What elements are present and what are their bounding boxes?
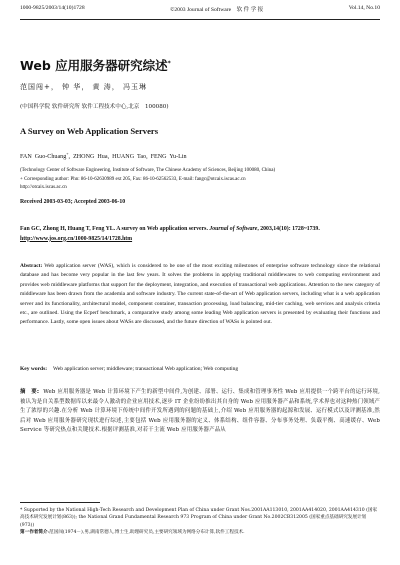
- footnotes: [20, 507, 380, 536]
- author-bio-text: :范国闯(1974－),男,湖南常德人,博士生,助理研究员,主要研究领域为网络分布计算,软件工程技术.: [47, 529, 245, 535]
- corresponding-mark: +: [66, 151, 69, 156]
- citation-block: [20, 225, 380, 244]
- keywords-label: Key words:: [20, 366, 48, 372]
- header-volume: Vol.14, No.10: [348, 5, 380, 11]
- citation-journal: Journal of Software: [209, 226, 258, 232]
- footnote-rule: [20, 502, 100, 503]
- lab-url[interactable]: http://otcaix.iscas.ac.cn: [20, 185, 67, 190]
- affiliation-chinese: (中国科学院 软件研究所 软件工程技术中心,北京 100080): [20, 104, 169, 110]
- citation-details: , 2003,14(10): 1728~1739.: [257, 226, 320, 232]
- affiliation-line: (Technology Center of Software Engineering, Institute of Software, The Chinese Academy of Sciences, Beijing 100080, China): [20, 168, 276, 173]
- title-chinese: [20, 56, 171, 74]
- running-header: [20, 5, 380, 20]
- keywords-english: [20, 366, 380, 372]
- abstract-label: Abstract:: [20, 263, 43, 269]
- other-authors: , ZHONG Hua, HUANG Tao, FENG Yu-Lin: [68, 154, 187, 161]
- abstract-cn-label: 摘 要:: [20, 389, 40, 395]
- citation-url-link[interactable]: http://www.jos.org.cn/1000-9825/14/1728.htm: [20, 235, 133, 242]
- header-issn: 1000-9825/2003/14(10)1728: [20, 5, 85, 11]
- author-bio-footnote: [20, 529, 380, 536]
- abstract-english: [20, 262, 380, 328]
- citation-text: Fan GC, Zhong H, Huang T, Feng YL. A survey on Web application servers.: [20, 226, 208, 232]
- title-english: A Survey on Web Application Servers: [20, 126, 159, 136]
- abstract-chinese: [20, 388, 380, 436]
- title-footnote-mark: *: [167, 59, 171, 67]
- corresponding-author-line: + Corresponding author: Phn: 86-10-62630989 ext 205, Fax: 86-10-62562533, E-mail: fangc@otcaix.iscas.ac.cn: [20, 176, 246, 182]
- authors-chinese: 范国闯+， 钟 华， 黄 涛， 冯玉琳: [20, 83, 147, 91]
- received-dates: Received 2003-03-03; Accepted 2003-06-10: [20, 199, 126, 205]
- affiliation-english: [20, 167, 380, 193]
- funding-footnote: * Supported by the National High-Tech Research and Development Plan of China under Grant Nos.2001AA113010, 2001AA414020, 2001AA414310 (国家高技术研究发展计划(863)); the National Grand Fundamental Research 973 Program of China under Grant No.2002CB312005 (国家重点基础研究发展计划(973)): [20, 508, 378, 528]
- header-journal: ©2003 Journal of Software 软 件 学 报: [170, 7, 264, 13]
- title-chinese-text: Web 应用服务器研究综述: [20, 58, 168, 73]
- author-bio-label: 第一作者简介: [20, 529, 48, 535]
- keywords-text: Web application server; middleware; transactional Web application; Web computing: [53, 366, 239, 372]
- authors-english: [20, 151, 187, 160]
- abstract-text: Web application server (WAS), which is considered to be one of the most exciting milestones of enterprise software technology since the relational database and has become very popular in the last few years. It solves the problems in applying traditional middlewares to web computing environment and provides web middleware platforms that support for the deployment, integration, and execution of transactional web applications. Attention to the new category of middleware has been drawn from the academia and software industry. The current state-of-the-art of Web application servers, including what is a web application server and its functionality, architectural model, component container, transaction processing, load balancing, mid-tier caching, web services and analysis criteria etc., are outlined. Using the Ecperf benchmark, a comparative study among some leading Web application servers is presented by evaluating their functions and performance. Lastly, some open issues about WASs are discussed, and the future direction of WASs is pointed out.: [20, 263, 380, 326]
- first-author: FAN Guo-Chuang: [20, 154, 67, 161]
- abstract-cn-text: Web 应用服务器是 Web 计算环境下产生的新型中间件,为创建、部署、运行、集成和管理事务性 Web 应用提供一个跨平台的运行环境,被认为是自关系型数据库以来最令人激动的企业应用技术,逐步 IT 企业纷纷推出其自身的 Web 应用服务器产品和系统,学术界也对这种热门领域产生了浓厚的兴趣.在分析 Web 计算环境下传统中间件开发所遇到的问题的基础上,介绍 Web 应用服务器的起源和发展、运行模式以及评测基准,然后对 Web 应用服务器研究现状进行综述,主要包括 Web 应用服务器的定义、体系结构、组件容器、分布事务处理、负载平衡、高速缓存、Web Service 等研究热点和关键技术.根据评测基准,对若干主流 Web 应用服务器产品从: [20, 389, 380, 434]
